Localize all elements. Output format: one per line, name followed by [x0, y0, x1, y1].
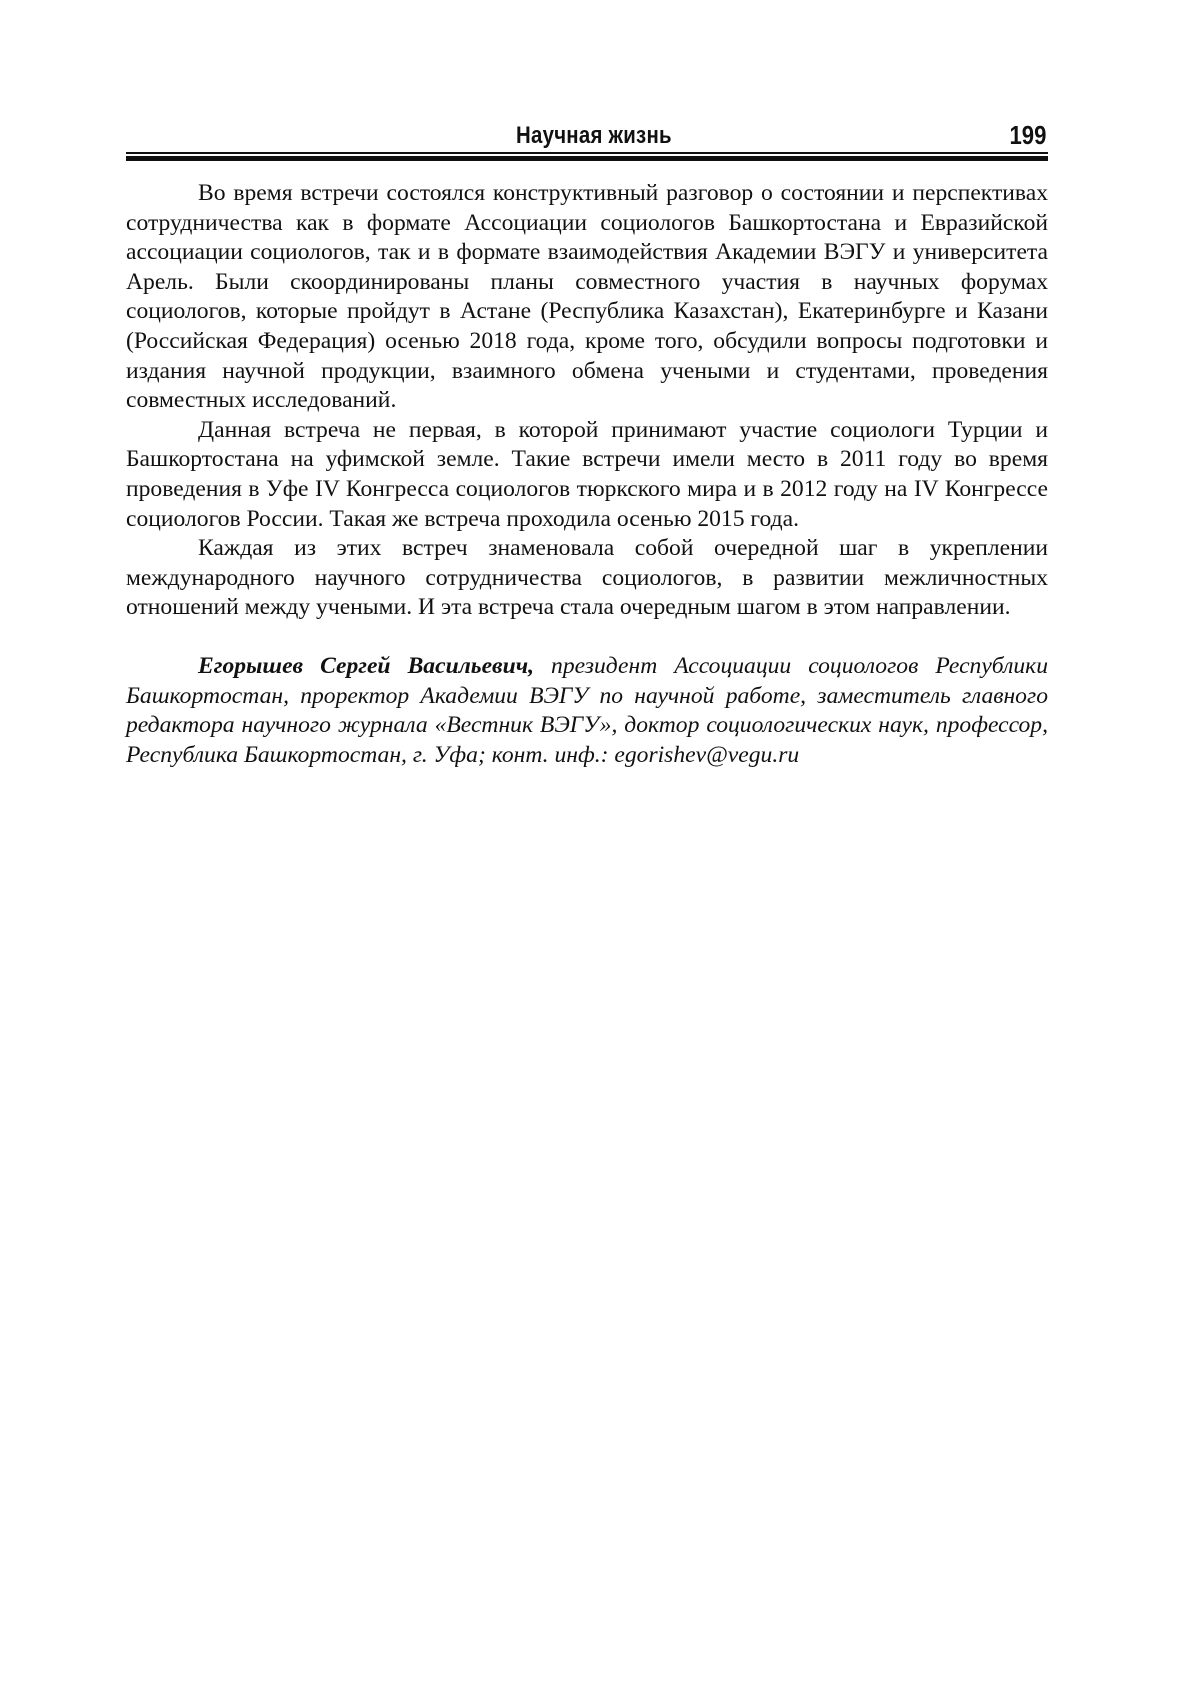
author-info: [126, 652, 1048, 770]
section-title: Научная жизнь: [516, 122, 672, 149]
running-header: [126, 118, 1048, 152]
paragraph: Данная встреча не первая, в которой принимают участие социологи Турции и Башкортостана на уфимской земле. Такие встречи имели место в 2011 году во время проведения в Уфе IV Конгресса социологов тюркского мира и в 2012 году на IV Конгрессе социологов России. Такая же встреча проходила осенью 2015 года.: [126, 416, 1048, 532]
paragraph: Каждая из этих встреч знаменовала собой очередной шаг в укреплении международного научного сотрудничества социологов, в развитии межличностных отношений между учеными. И эта встреча стала очередным шагом в этом направлении.: [126, 535, 1048, 621]
author-details: президент Ассоциации социологов Республики Башкортостан, проректор Академии ВЭГУ по научной работе, заместитель главного редактора научного журнала «Вестник ВЭГУ», доктор социологических наук, профессор, Республика Башкортостан, г. Уфа; конт. инф.: egorishev@vegu.ru: [126, 652, 1049, 768]
article-body: [126, 179, 1048, 623]
document-page: [126, 118, 1048, 770]
author-name: Егорышев Сергей Васильевич,: [198, 652, 535, 679]
header-rule: [126, 152, 1048, 161]
page-number: 199: [1009, 120, 1046, 150]
paragraph: Во время встречи состоялся конструктивный разговор о состоянии и перспективах сотрудничества как в формате Ассоциации социологов Башкортостана и Евразийской ассоциации социологов, так и в формате взаимодействия Академии ВЭГУ и университета Арель. Были скоординированы планы совместного участия в научных форумах социологов, которые пройдут в Астане (Республика Казахстан), Екатеринбурге и Казани (Российская Федерация) осенью 2018 года, кроме того, обсудили вопросы подготовки и издания научной продукции, взаимного обмена учеными и студентами, проведения совместных исследований.: [126, 180, 1048, 414]
